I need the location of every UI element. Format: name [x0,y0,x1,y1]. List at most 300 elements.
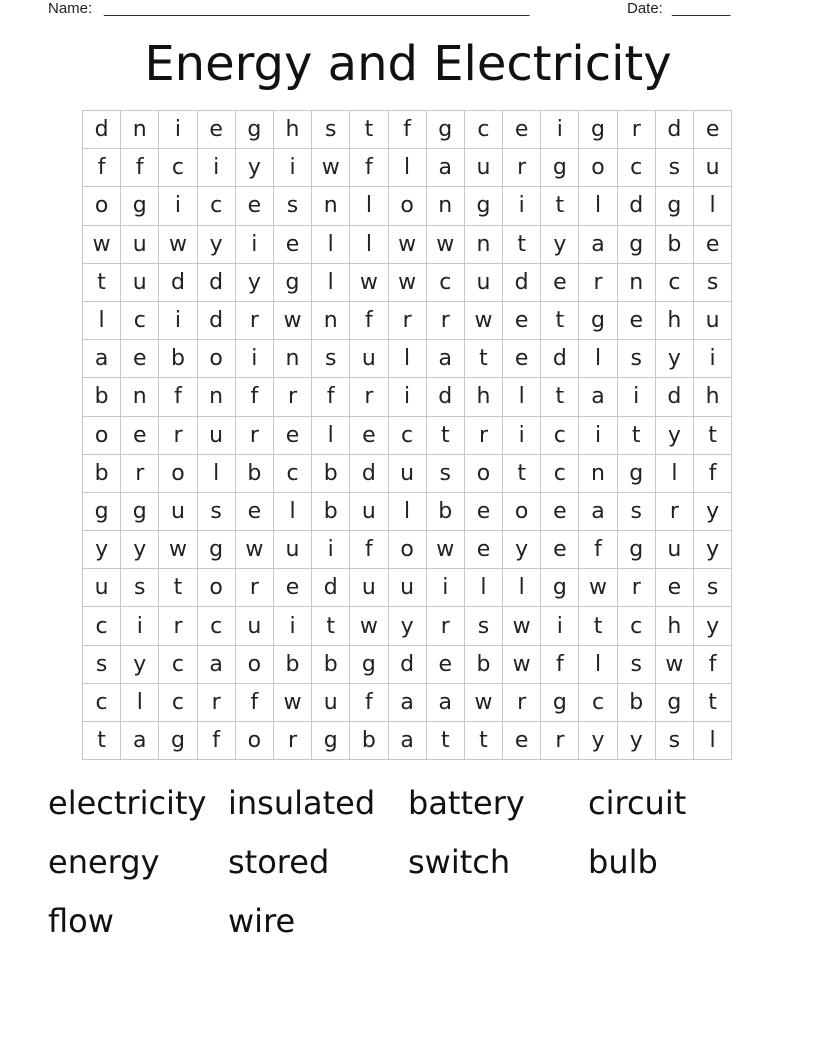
grid-cell: b [465,646,503,684]
grid-cell: l [198,455,236,493]
grid-cell: w [503,607,541,645]
grid-cell: c [541,455,579,493]
grid-cell: s [694,264,732,302]
grid-cell: l [350,226,388,264]
grid-cell: e [274,226,312,264]
grid-cell: i [198,149,236,187]
grid-cell: i [236,340,274,378]
grid-cell: d [541,340,579,378]
word-list-item: stored [228,843,330,881]
grid-cell: g [541,684,579,722]
grid-cell: h [656,607,694,645]
grid-cell: i [274,149,312,187]
grid-cell: f [350,531,388,569]
grid-cell: w [389,226,427,264]
grid-cell: a [389,722,427,760]
grid-cell: w [427,226,465,264]
grid-cell: y [579,722,617,760]
word-list-item: switch [408,843,511,881]
grid-cell: w [159,531,197,569]
grid-cell: u [350,340,388,378]
grid-cell: e [198,111,236,149]
word-list-item: energy [48,843,160,881]
grid-cell: u [465,264,503,302]
date-label: Date: [627,0,663,17]
grid-cell: b [236,455,274,493]
grid-cell: g [274,264,312,302]
grid-cell: t [312,607,350,645]
grid-cell: r [618,111,656,149]
grid-cell: f [159,378,197,416]
word-list-item: circuit [588,784,687,822]
grid-cell: i [694,340,732,378]
grid-cell: t [541,378,579,416]
grid-cell: e [503,111,541,149]
grid-cell: d [83,111,121,149]
grid-cell: f [350,149,388,187]
grid-cell: u [694,302,732,340]
grid-cell: f [121,149,159,187]
grid-cell: b [274,646,312,684]
grid-cell: e [541,264,579,302]
grid-cell: w [350,264,388,302]
grid-cell: f [579,531,617,569]
grid-cell: a [198,646,236,684]
grid-cell: a [579,493,617,531]
grid-cell: e [503,340,541,378]
grid-cell: u [350,569,388,607]
grid-cell: b [159,340,197,378]
grid-cell: t [465,340,503,378]
grid-cell: i [579,417,617,455]
grid-cell: r [236,569,274,607]
grid-cell: c [159,149,197,187]
grid-cell: g [656,187,694,225]
grid-cell: y [694,607,732,645]
grid-cell: y [83,531,121,569]
grid-cell: n [312,302,350,340]
page-title: Energy and Electricity [144,36,672,92]
grid-cell: e [274,417,312,455]
grid-cell: e [503,722,541,760]
grid-cell: t [159,569,197,607]
grid-cell: s [198,493,236,531]
word-list-item: bulb [588,843,658,881]
grid-cell: t [579,607,617,645]
grid-cell: u [350,493,388,531]
grid-cell: c [579,684,617,722]
grid-cell: r [159,607,197,645]
grid-cell: c [656,264,694,302]
grid-cell: f [236,378,274,416]
grid-cell: t [427,722,465,760]
grid-cell: u [274,531,312,569]
grid-cell: a [389,684,427,722]
grid-cell: f [312,378,350,416]
grid-cell: e [427,646,465,684]
grid-cell: l [389,149,427,187]
grid-cell: i [503,417,541,455]
grid-cell: r [198,684,236,722]
grid-cell: s [618,340,656,378]
grid-cell: r [503,149,541,187]
grid-cell: o [389,187,427,225]
grid-cell: c [427,264,465,302]
grid-cell: e [618,302,656,340]
grid-cell: n [579,455,617,493]
grid-cell: a [121,722,159,760]
grid-cell: f [350,684,388,722]
grid-cell: o [236,722,274,760]
grid-cell: r [274,722,312,760]
grid-cell: w [465,684,503,722]
grid-cell: b [656,226,694,264]
grid-cell: l [694,722,732,760]
grid-cell: u [656,531,694,569]
grid-cell: r [236,302,274,340]
grid-cell: o [83,187,121,225]
grid-cell: c [465,111,503,149]
grid-cell: g [465,187,503,225]
grid-cell: l [121,684,159,722]
grid-cell: e [694,226,732,264]
grid-cell: u [121,226,159,264]
grid-cell: d [618,187,656,225]
word-list-item: insulated [228,784,376,822]
grid-cell: l [694,187,732,225]
grid-cell: a [579,226,617,264]
grid-cell: i [274,607,312,645]
grid-cell: l [579,340,617,378]
grid-cell: i [159,111,197,149]
grid-cell: i [541,111,579,149]
grid-cell: y [618,722,656,760]
grid-cell: w [503,646,541,684]
grid-cell: y [694,493,732,531]
grid-cell: i [618,378,656,416]
grid-cell: w [350,607,388,645]
grid-cell: u [159,493,197,531]
grid-cell: y [503,531,541,569]
grid-cell: r [618,569,656,607]
grid-cell: e [274,569,312,607]
grid-cell: f [541,646,579,684]
grid-cell: i [503,187,541,225]
grid-cell: s [83,646,121,684]
grid-cell: f [83,149,121,187]
grid-cell: y [236,264,274,302]
grid-cell: n [198,378,236,416]
grid-cell: g [121,493,159,531]
grid-cell: h [274,111,312,149]
grid-cell: c [83,684,121,722]
grid-cell: a [427,684,465,722]
grid-cell: l [312,226,350,264]
grid-cell: t [83,264,121,302]
grid-cell: r [389,302,427,340]
grid-cell: g [541,149,579,187]
grid-cell: e [541,493,579,531]
grid-cell: l [503,569,541,607]
grid-cell: o [503,493,541,531]
grid-cell: n [121,111,159,149]
grid-cell: f [389,111,427,149]
grid-cell: a [427,340,465,378]
grid-cell: b [83,378,121,416]
grid-cell: i [389,378,427,416]
grid-cell: n [427,187,465,225]
grid-cell: u [465,149,503,187]
word-list-item: wire [228,902,296,940]
grid-cell: w [312,149,350,187]
grid-cell: r [159,417,197,455]
grid-cell: o [236,646,274,684]
grid-cell: s [656,722,694,760]
grid-cell: c [389,417,427,455]
grid-cell: e [121,340,159,378]
grid-cell: l [389,493,427,531]
grid-cell: b [312,493,350,531]
grid-cell: e [694,111,732,149]
grid-cell: e [121,417,159,455]
grid-cell: r [236,417,274,455]
name-field-line: ___________________________________________________ [104,0,530,17]
word-list-item: electricity [48,784,207,822]
grid-cell: g [618,226,656,264]
grid-cell: y [121,646,159,684]
grid-cell: i [541,607,579,645]
grid-cell: c [618,607,656,645]
grid-cell: d [656,378,694,416]
grid-cell: i [159,302,197,340]
grid-cell: t [503,226,541,264]
grid-cell: s [427,455,465,493]
grid-cell: o [198,569,236,607]
grid-cell: f [236,684,274,722]
grid-cell: s [274,187,312,225]
grid-cell: i [159,187,197,225]
grid-cell: l [503,378,541,416]
grid-cell: l [312,417,350,455]
grid-cell: g [312,722,350,760]
grid-cell: l [579,646,617,684]
grid-cell: t [503,455,541,493]
grid-cell: w [274,302,312,340]
grid-cell: g [159,722,197,760]
grid-cell: y [198,226,236,264]
grid-cell: l [274,493,312,531]
grid-cell: d [198,302,236,340]
grid-cell: o [465,455,503,493]
grid-cell: b [618,684,656,722]
grid-cell: n [618,264,656,302]
grid-cell: e [350,417,388,455]
grid-cell: l [83,302,121,340]
grid-cell: o [389,531,427,569]
grid-cell: c [618,149,656,187]
grid-cell: d [350,455,388,493]
grid-cell: g [198,531,236,569]
grid-cell: e [236,493,274,531]
grid-cell: u [83,569,121,607]
grid-cell: w [465,302,503,340]
grid-cell: t [694,684,732,722]
grid-cell: d [198,264,236,302]
grid-cell: h [694,378,732,416]
grid-cell: w [236,531,274,569]
grid-cell: e [465,531,503,569]
grid-cell: t [83,722,121,760]
grid-cell: s [121,569,159,607]
grid-cell: d [656,111,694,149]
grid-cell: f [694,646,732,684]
grid-cell: f [694,455,732,493]
grid-cell: n [274,340,312,378]
grid-cell: y [121,531,159,569]
grid-cell: n [465,226,503,264]
grid-cell: y [656,417,694,455]
grid-cell: g [427,111,465,149]
grid-cell: n [312,187,350,225]
grid-cell: a [83,340,121,378]
grid-cell: d [503,264,541,302]
grid-cell: c [541,417,579,455]
grid-cell: b [312,455,350,493]
grid-cell: e [503,302,541,340]
grid-cell: i [121,607,159,645]
grid-cell: t [694,417,732,455]
grid-cell: c [121,302,159,340]
grid-cell: w [83,226,121,264]
grid-cell: g [83,493,121,531]
grid-cell: s [694,569,732,607]
grid-cell: w [656,646,694,684]
grid-cell: s [618,493,656,531]
grid-cell: r [465,417,503,455]
grid-cell: y [236,149,274,187]
grid-cell: l [389,340,427,378]
grid-cell: g [579,302,617,340]
grid-cell: l [350,187,388,225]
grid-cell: d [312,569,350,607]
grid-cell: r [503,684,541,722]
grid-cell: r [427,302,465,340]
grid-cell: g [541,569,579,607]
grid-cell: h [465,378,503,416]
grid-cell: w [389,264,427,302]
grid-cell: y [541,226,579,264]
grid-cell: u [236,607,274,645]
grid-cell: r [274,378,312,416]
word-list-item: battery [408,784,525,822]
grid-cell: l [656,455,694,493]
grid-cell: e [541,531,579,569]
grid-cell: t [541,187,579,225]
grid-cell: r [579,264,617,302]
grid-cell: s [618,646,656,684]
grid-cell: w [579,569,617,607]
grid-cell: s [312,340,350,378]
grid-cell: c [198,607,236,645]
grid-cell: b [312,646,350,684]
grid-cell: w [274,684,312,722]
grid-cell: t [350,111,388,149]
grid-cell: t [541,302,579,340]
grid-cell: d [427,378,465,416]
header-line [48,0,748,18]
grid-cell: l [312,264,350,302]
grid-cell: u [312,684,350,722]
grid-cell: g [618,531,656,569]
grid-cell: u [694,149,732,187]
word-list-item: flow [48,902,114,940]
grid-cell: l [579,187,617,225]
grid-cell: n [121,378,159,416]
grid-cell: o [579,149,617,187]
grid-cell: s [312,111,350,149]
grid-cell: u [121,264,159,302]
grid-cell: r [350,378,388,416]
word-list [48,780,768,957]
grid-cell: i [236,226,274,264]
grid-cell: o [198,340,236,378]
grid-cell: g [579,111,617,149]
grid-cell: g [350,646,388,684]
grid-cell: t [618,417,656,455]
grid-cell: e [236,187,274,225]
grid-cell: e [656,569,694,607]
grid-cell: b [83,455,121,493]
grid-cell: o [159,455,197,493]
grid-cell: g [236,111,274,149]
date-field-line: _______ [672,0,731,17]
grid-cell: u [198,417,236,455]
grid-cell: f [198,722,236,760]
grid-cell: g [618,455,656,493]
grid-cell: s [465,607,503,645]
grid-cell: l [465,569,503,607]
grid-cell: r [427,607,465,645]
grid-cell: c [159,646,197,684]
grid-cell: d [159,264,197,302]
grid-cell: g [656,684,694,722]
grid-cell: e [465,493,503,531]
grid-cell: b [427,493,465,531]
word-search-grid [82,110,732,760]
grid-cell: c [198,187,236,225]
grid-cell: o [83,417,121,455]
grid-cell: c [274,455,312,493]
grid-cell: b [350,722,388,760]
grid-cell: t [465,722,503,760]
grid-cell: u [389,455,427,493]
name-label: Name: [48,0,93,17]
grid-cell: i [427,569,465,607]
grid-cell: r [656,493,694,531]
grid-cell: f [350,302,388,340]
grid-cell: a [579,378,617,416]
grid-cell: h [656,302,694,340]
grid-cell: w [159,226,197,264]
grid-cell: a [427,149,465,187]
grid-cell: i [312,531,350,569]
grid-cell: r [541,722,579,760]
grid-cell: w [427,531,465,569]
grid-cell: d [389,646,427,684]
grid-cell: r [121,455,159,493]
grid-cell: g [121,187,159,225]
grid-cell: t [427,417,465,455]
